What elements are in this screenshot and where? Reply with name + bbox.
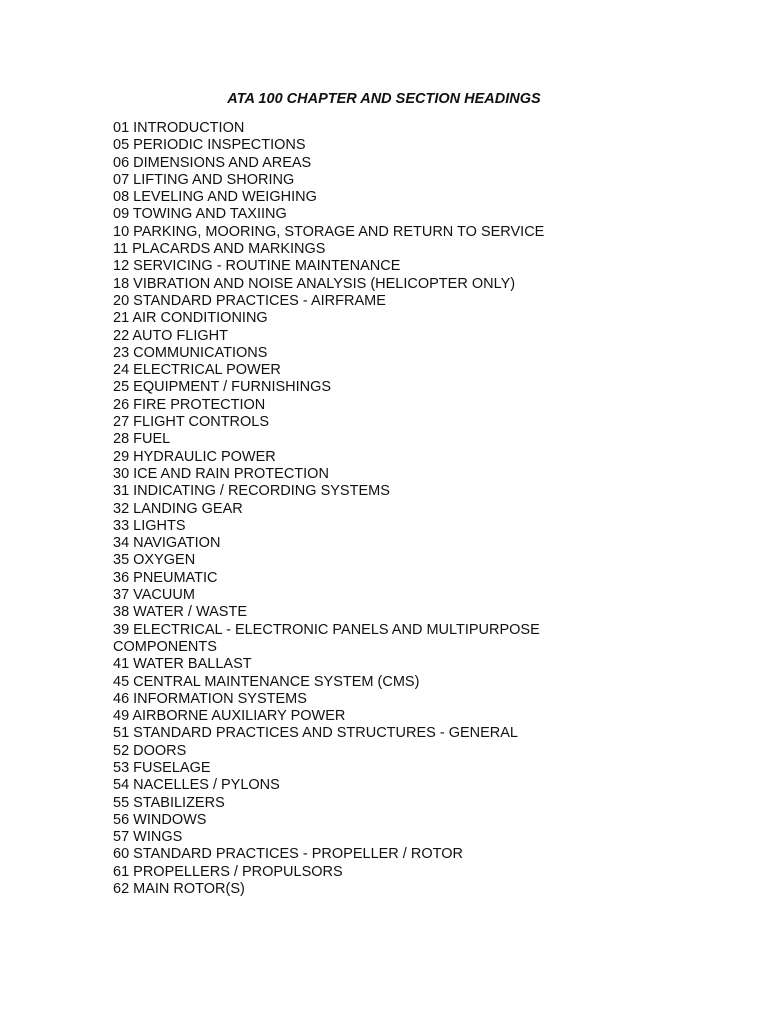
chapter-heading: 23 COMMUNICATIONS	[113, 344, 268, 361]
chapter-heading: 09 TOWING AND TAXIING	[113, 206, 287, 223]
chapter-heading: 37 VACUUM	[113, 587, 195, 604]
chapter-heading: 25 EQUIPMENT / FURNISHINGS	[113, 379, 332, 396]
chapter-heading: 22 AUTO FLIGHT	[113, 327, 228, 344]
chapter-heading: 57 WINGS	[113, 829, 183, 846]
chapter-heading: 54 NACELLES / PYLONS	[113, 777, 280, 794]
chapter-heading: 39 ELECTRICAL - ELECTRONIC PANELS AND MULTIPURPOSE	[113, 621, 540, 638]
chapter-heading: 51 STANDARD PRACTICES AND STRUCTURES - GENERAL	[113, 725, 518, 742]
chapter-heading: 52 DOORS	[113, 742, 187, 759]
chapter-heading: 07 LIFTING AND SHORING	[113, 171, 295, 188]
chapter-heading: 27 FLIGHT CONTROLS	[113, 414, 270, 431]
chapter-heading: 12 SERVICING - ROUTINE MAINTENANCE	[113, 258, 401, 275]
chapter-heading: 18 VIBRATION AND NOISE ANALYSIS (HELICOPTER ONLY)	[113, 275, 516, 292]
chapter-heading: 05 PERIODIC INSPECTIONS	[113, 137, 306, 154]
chapter-heading: 29 HYDRAULIC POWER	[113, 448, 276, 465]
chapter-heading: 46 INFORMATION SYSTEMS	[113, 690, 307, 707]
chapter-heading: 35 OXYGEN	[113, 552, 196, 569]
chapter-heading: 34 NAVIGATION	[113, 535, 221, 552]
chapter-heading: 38 WATER / WASTE	[113, 604, 248, 621]
chapter-heading: 61 PROPELLERS / PROPULSORS	[113, 863, 343, 880]
chapter-heading: 01 INTRODUCTION	[113, 120, 245, 136]
chapter-heading: 10 PARKING, MOORING, STORAGE AND RETURN TO SERVICE	[113, 223, 545, 240]
chapter-heading: 32 LANDING GEAR	[113, 500, 243, 517]
chapter-heading: 08 LEVELING AND WEIGHING	[113, 189, 317, 206]
chapter-heading: 21 AIR CONDITIONING	[113, 310, 268, 327]
chapter-heading-list	[113, 120, 573, 898]
chapter-heading-continuation: COMPONENTS	[113, 638, 217, 655]
chapter-heading: 33 LIGHTS	[113, 517, 186, 534]
chapter-heading: 36 PNEUMATIC	[113, 569, 218, 586]
chapter-heading: 45 CENTRAL MAINTENANCE SYSTEM (CMS)	[113, 673, 420, 690]
chapter-heading: 56 WINDOWS	[113, 811, 207, 828]
chapter-heading: 20 STANDARD PRACTICES - AIRFRAME	[113, 292, 386, 309]
chapter-heading: 11 PLACARDS AND MARKINGS	[113, 241, 326, 258]
document-title: ATA 100 CHAPTER AND SECTION HEADINGS	[227, 91, 541, 107]
chapter-heading: 60 STANDARD PRACTICES - PROPELLER / ROTOR	[113, 846, 463, 863]
chapter-heading: 30 ICE AND RAIN PROTECTION	[113, 465, 329, 482]
chapter-heading: 62 MAIN ROTOR(S)	[113, 881, 245, 898]
chapter-heading: 24 ELECTRICAL POWER	[113, 362, 281, 379]
chapter-heading: 53 FUSELAGE	[113, 759, 211, 776]
chapter-heading: 49 AIRBORNE AUXILIARY POWER	[113, 708, 346, 725]
chapter-heading: 31 INDICATING / RECORDING SYSTEMS	[113, 483, 390, 500]
chapter-heading: 55 STABILIZERS	[113, 794, 225, 811]
chapter-heading: 26 FIRE PROTECTION	[113, 396, 266, 413]
chapter-heading: 06 DIMENSIONS AND AREAS	[113, 154, 312, 171]
chapter-heading: 41 WATER BALLAST	[113, 656, 252, 673]
chapter-heading: 28 FUEL	[113, 431, 171, 448]
